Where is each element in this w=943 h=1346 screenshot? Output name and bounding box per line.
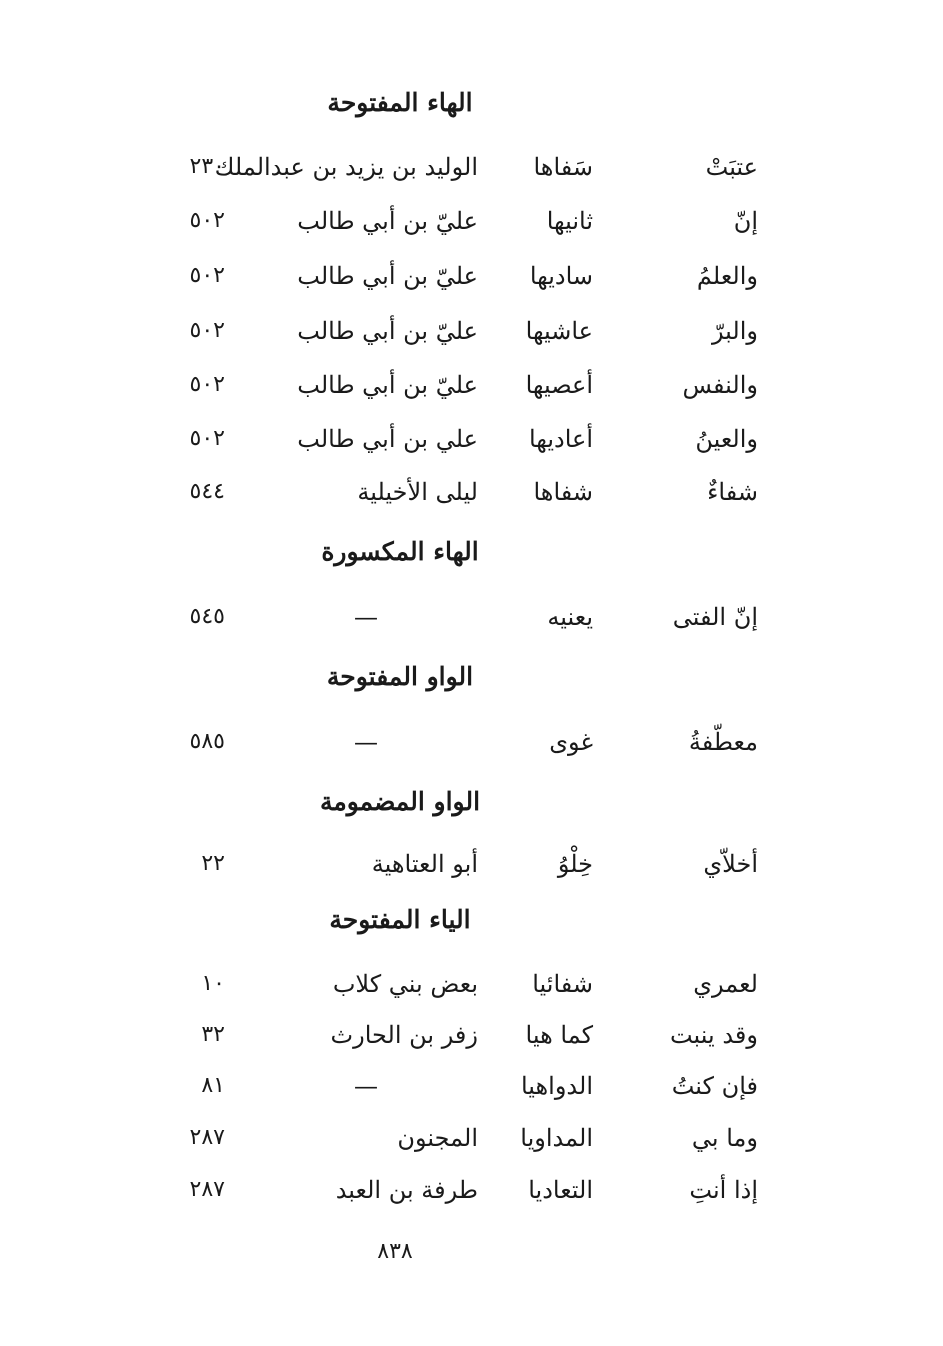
page-number: ٥٠٢ [189,372,225,397]
page-number: ٢٨٧ [189,1125,225,1150]
page-number: ٢٣٠ [189,154,225,179]
rhyme-word: المداويا [520,1124,593,1152]
poet-name: عليّ بن أبي طالب [297,371,478,399]
rhyme-word: شفاها [533,478,593,506]
section-heading: الهاء المفتوحة [327,88,473,117]
poet-name: أبو العتاهية [371,850,478,878]
table-row [0,256,943,296]
page-number: ٢٢ [201,851,225,876]
table-row [0,844,943,884]
first-word: معطّفةُ [688,728,758,756]
rhyme-word: غوى [549,728,593,756]
first-word: والبرّ [711,317,758,345]
table-row [0,1170,943,1210]
rhyme-word: التعاديا [528,1176,593,1204]
first-word: وقد ينبت [669,1021,758,1049]
rhyme-word: شفائيا [532,970,593,998]
rhyme-word: أعاديها [528,425,593,453]
page-number: ٥٨٥ [189,729,225,754]
page-number: ٥٠٢ [189,426,225,451]
poet-name: الوليد بن يزيد بن عبدالملك [214,153,478,181]
first-word: إنّ [733,207,758,235]
table-row [0,964,943,1004]
rhyme-word: ثانيها [546,207,593,235]
poet-name: المجنون [397,1124,478,1152]
first-word: والعينُ [695,425,758,453]
poet-name: — [354,1072,378,1100]
first-word: لعمري [693,970,758,998]
table-row [0,1015,943,1055]
poet-name: — [354,603,378,631]
page-number: ٥٤٥ [189,604,225,629]
page-number: ٥٤٤ [189,479,225,504]
table-row [0,1118,943,1158]
first-word: إنّ الفتى [672,603,758,631]
poet-name: ليلى الأخيلية [357,478,478,506]
table-row [0,722,943,762]
table-row [0,201,943,241]
first-word: إذا أنتِ [689,1176,758,1204]
poet-name: عليّ بن أبي طالب [297,262,478,290]
rhyme-word: أعصيها [525,371,593,399]
rhyme-word: ساديها [529,262,593,290]
page-number: ٥٠٢ [189,318,225,343]
table-row [0,472,943,512]
poet-name: — [354,728,378,756]
first-word: والنفس [682,371,758,399]
table-row [0,147,943,187]
poet-name: بعض بني كلاب [332,970,478,998]
page-number: ١٠ [201,971,225,996]
first-word: شفاءٌ [707,478,758,506]
section-heading: الهاء المكسورة [321,537,479,566]
first-word: وما بي [691,1124,758,1152]
rhyme-word: الدواهيا [520,1072,593,1100]
rhyme-word: خِلْوُ [557,850,593,878]
section-heading: الواو المفتوحة [326,662,474,691]
page-number: ٥٠٢ [189,263,225,288]
table-row [0,1066,943,1106]
first-word: والعلمُ [696,262,758,290]
page-folio: ٨٣٨ [377,1239,413,1264]
page-number: ٣٢ [201,1022,225,1047]
poet-name: زفر بن الحارث [330,1021,478,1049]
page-number: ٨١ [201,1073,225,1098]
first-word: أخلاّي [703,850,758,878]
poet-name: علي بن أبي طالب [297,425,478,453]
table-row [0,597,943,637]
table-row [0,419,943,459]
table-row [0,311,943,351]
poet-name: طرفة بن العبد [335,1176,478,1204]
rhyme-word: يعنيه [547,603,593,631]
first-word: عتبَتْ [705,153,758,181]
first-word: فإن كنتُ [671,1072,758,1100]
poet-name: عليّ بن أبي طالب [297,207,478,235]
table-row [0,365,943,405]
poet-name: عليّ بن أبي طالب [297,317,478,345]
section-heading: الياء المفتوحة [329,905,471,934]
page-number: ٢٨٧ [189,1177,225,1202]
section-heading: الواو المضمومة [319,787,481,816]
rhyme-word: عاشيها [525,317,593,345]
page-number: ٥٠٢ [189,208,225,233]
rhyme-word: كما هيا [525,1021,593,1049]
rhyme-word: سَفاها [533,153,593,181]
